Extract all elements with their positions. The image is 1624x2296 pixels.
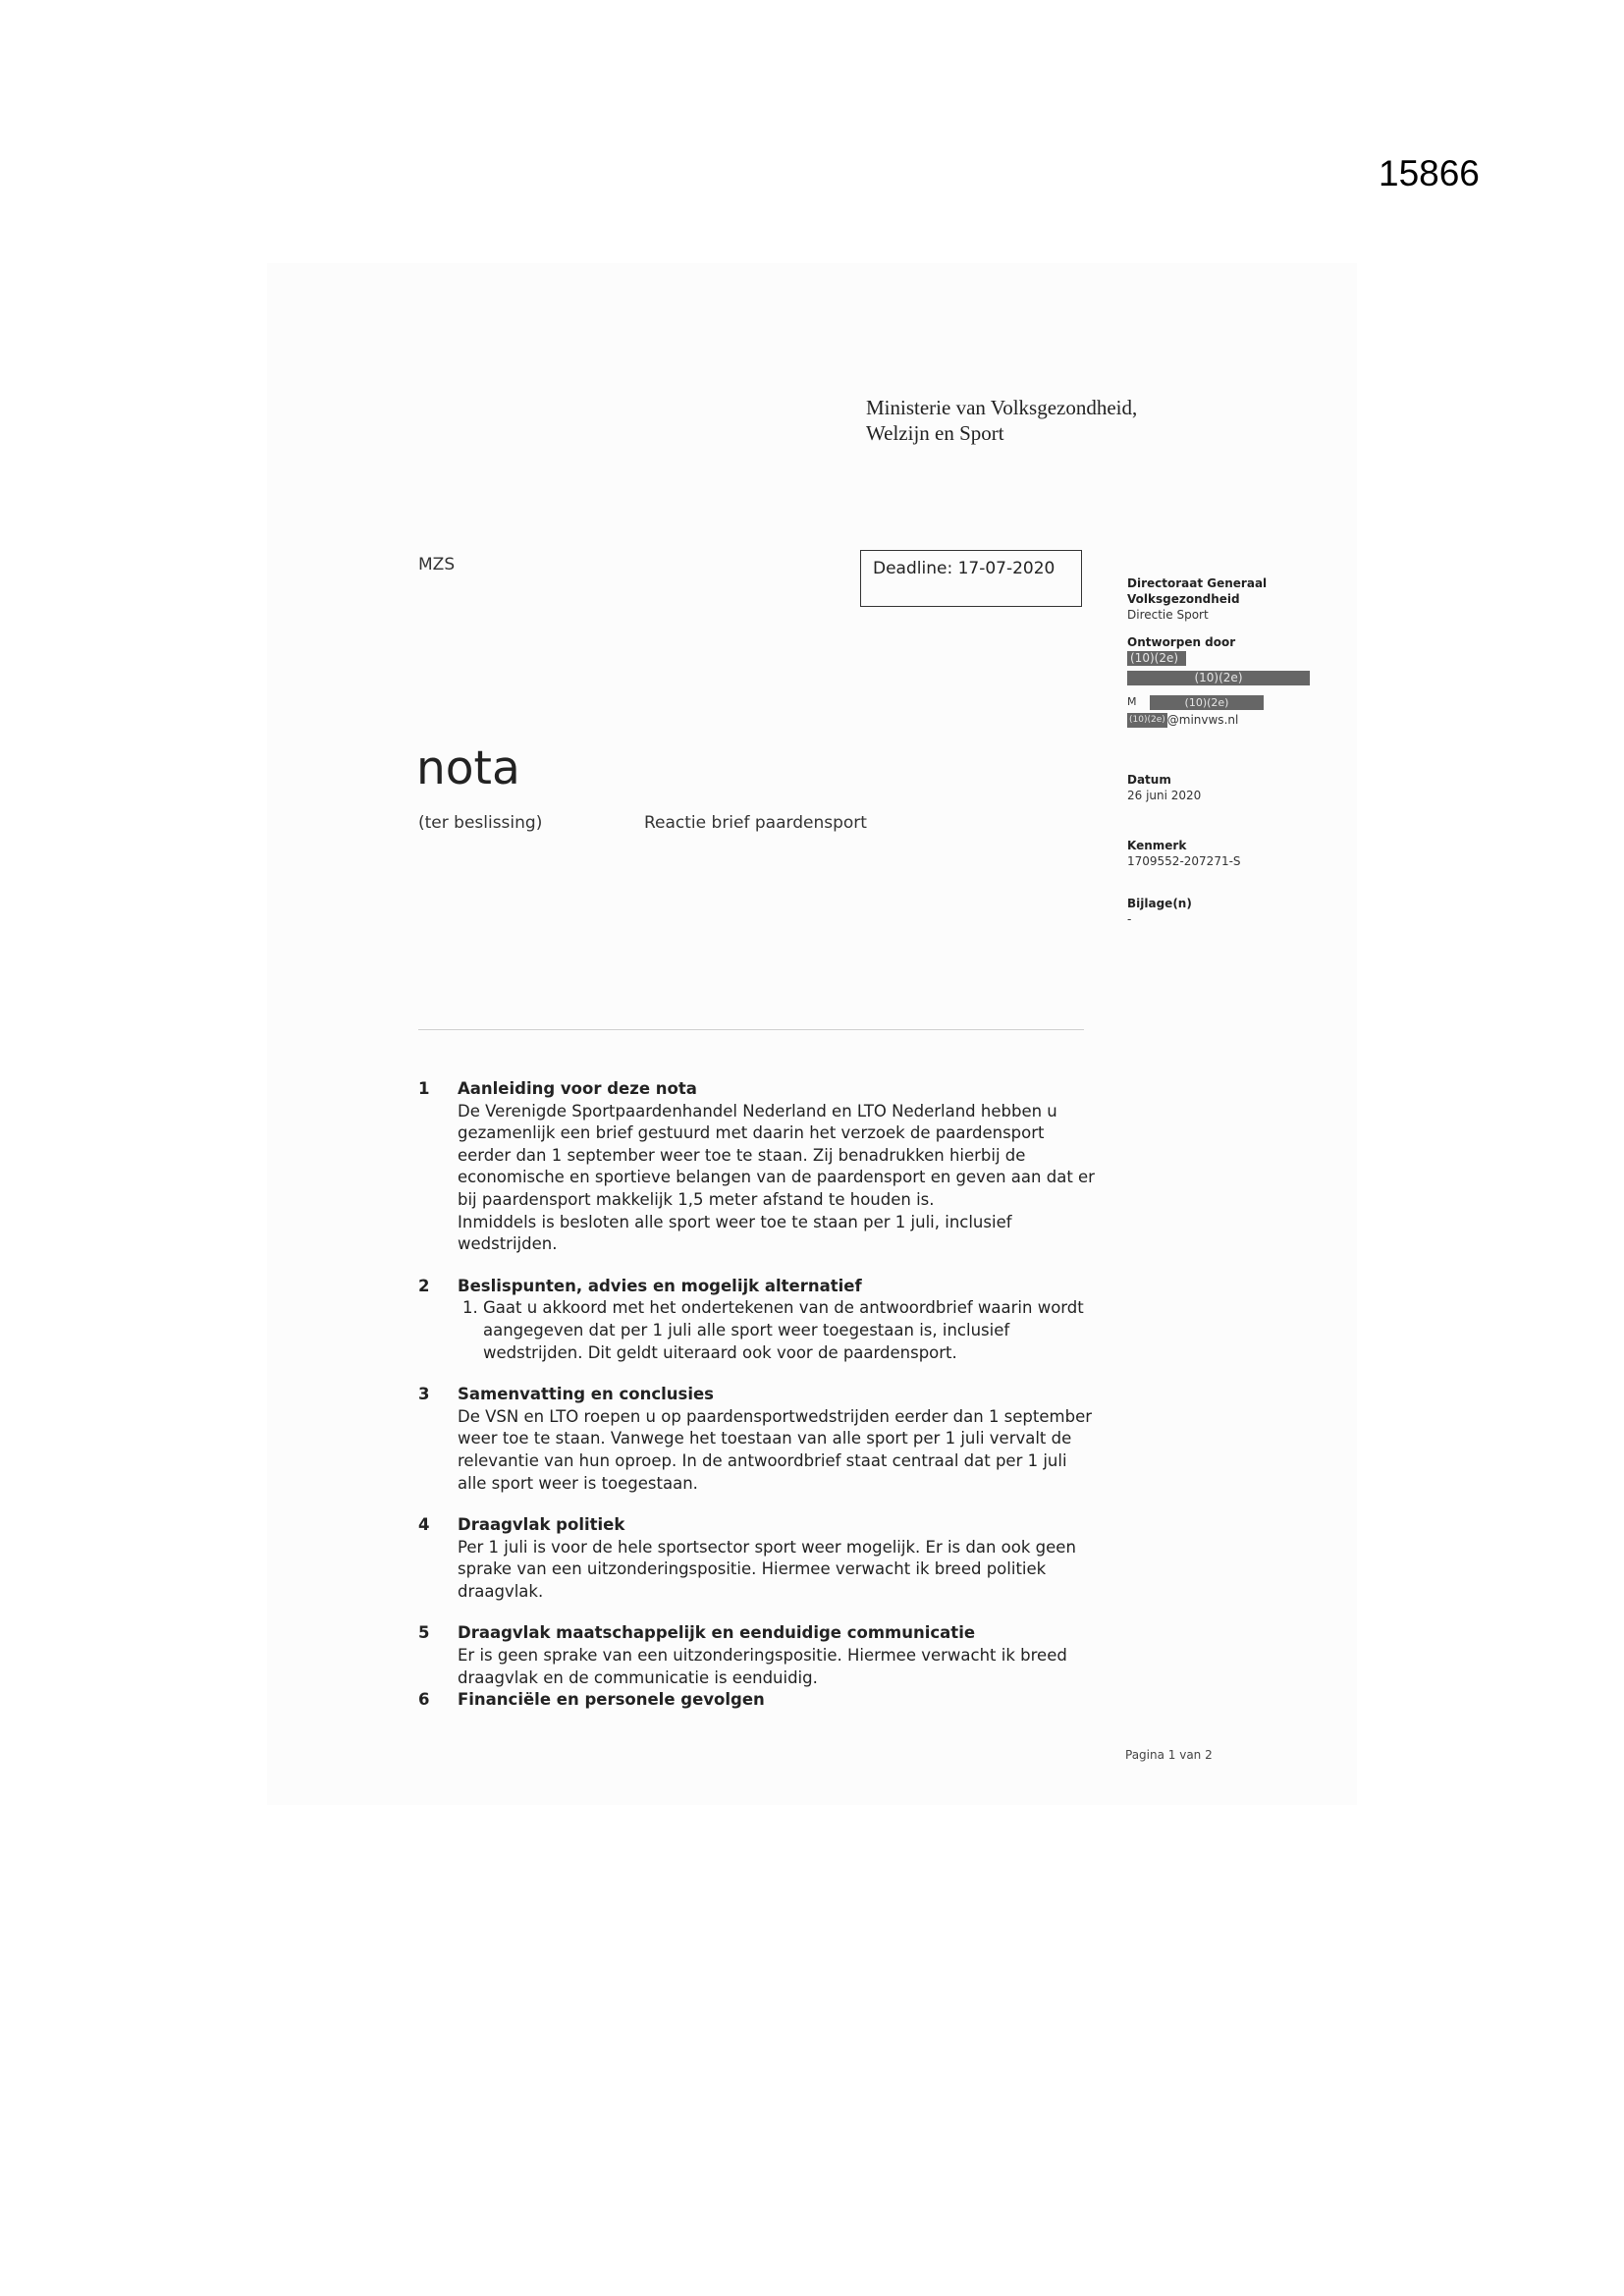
section-1 — [418, 1078, 1125, 1256]
redaction-block: (10)(2e) — [1127, 713, 1167, 728]
section-6 — [418, 1689, 1125, 1712]
section-number: 6 — [418, 1690, 430, 1710]
section-4 — [418, 1514, 1125, 1603]
redaction-block: (10)(2e) — [1127, 651, 1186, 666]
section-number: 3 — [418, 1385, 430, 1404]
sidebar-ontworpen — [1127, 634, 1235, 650]
document-subject: Reactie brief paardensport — [644, 813, 867, 833]
section-body: Er is geen sprake van een uitzonderingspositie. Hiermee verwacht ik breed draagvlak en de communicatie is eenduidig. — [458, 1646, 1067, 1687]
section-body: De VSN en LTO roepen u op paardensportwedstrijden eerder dan 1 september weer toe te staan. Vanwege het toestaan van alle sport per 1 juli vervalt de relevantie van hun oproep. In de antwoordbrief staat centraal dat per 1 juli alle sport weer is toegestaan. — [458, 1406, 1093, 1493]
datum-label: Datum — [1127, 773, 1171, 787]
section-body: Per 1 juli is voor de hele sportsector sport weer mogelijk. Er is dan ook geen sprake van een uitzonderingspositie. Hiermee verwacht ik breed politiek draagvlak. — [458, 1537, 1076, 1601]
section-heading: Beslispunten, advies en mogelijk alternatief — [458, 1276, 862, 1295]
document-type-label: (ter beslissing) — [418, 813, 543, 833]
redaction-row-4 — [1127, 712, 1238, 728]
section-heading: Draagvlak maatschappelijk en eenduidige communicatie — [458, 1623, 976, 1643]
section-heading: Draagvlak politiek — [458, 1515, 625, 1535]
directie: Directie Sport — [1127, 608, 1209, 622]
ontworpen-label: Ontworpen door — [1127, 635, 1236, 649]
bijlage-label: Bijlage(n) — [1127, 897, 1192, 910]
sections — [418, 1078, 1125, 1712]
bijlage-value: - — [1127, 912, 1132, 926]
section-heading: Aanleiding voor deze nota — [458, 1079, 697, 1098]
datum-value: 26 juni 2020 — [1127, 789, 1202, 802]
org-code: MZS — [418, 555, 456, 574]
section-body: De Verenigde Sportpaardenhandel Nederland en LTO Nederland hebben u gezamenlijk een brief gestuurd met daarin het verzoek de paardensport eerder dan 1 september weer toe te staan. Zij benadrukken hierbij de economische en sportieve belangen van de paardensport en geven aan dat er bij paardensport makkelijk 1,5 meter afstand te houden is. Inmiddels is besloten alle sport weer toe te staan per 1 juli, inclusief wedstrijden. — [458, 1101, 1095, 1254]
list-item: 1. Gaat u akkoord met het ondertekenen van de antwoordbrief waarin wordt aangegeven dat per 1 juli alle sport weer toegestaan is, inclusief wedstrijden. Dit geldt uiteraard ook voor de paardensport. — [483, 1297, 1125, 1364]
redaction-row-3 — [1127, 694, 1264, 710]
sidebar-directorate — [1127, 575, 1267, 623]
section-number: 4 — [418, 1515, 430, 1535]
redaction-row-2 — [1127, 670, 1310, 685]
document-number: 15866 — [1379, 153, 1480, 193]
section-2 — [418, 1276, 1125, 1364]
ministry-name-line2: Welzijn en Sport — [866, 421, 1004, 445]
page-footer: Pagina 1 van 2 — [1125, 1748, 1213, 1762]
directorate-line1: Directoraat Generaal — [1127, 576, 1268, 590]
deadline-box: Deadline: 17-07-2020 — [860, 550, 1082, 607]
section-3 — [418, 1384, 1125, 1495]
divider — [418, 1029, 1084, 1030]
section-number: 2 — [418, 1276, 430, 1295]
sidebar-bijlage — [1127, 896, 1192, 927]
ministry-header — [866, 395, 1137, 446]
decision-list — [458, 1297, 1125, 1364]
email-suffix: @minvws.nl — [1166, 713, 1239, 727]
redaction-row-1 — [1127, 650, 1186, 666]
section-heading: Samenvatting en conclusies — [458, 1385, 714, 1404]
sidebar-kenmerk — [1127, 838, 1241, 869]
m-prefix: M — [1127, 695, 1137, 708]
section-5 — [418, 1622, 1125, 1689]
section-number: 1 — [418, 1079, 430, 1098]
document-title: nota — [416, 741, 520, 795]
ministry-name-line1: Ministerie van Volksgezondheid, — [866, 396, 1138, 419]
directorate-line2: Volksgezondheid — [1127, 592, 1240, 606]
redaction-block: (10)(2e) — [1127, 671, 1310, 685]
section-heading: Financiële en personele gevolgen — [458, 1690, 765, 1710]
redaction-block: (10)(2e) — [1150, 695, 1264, 710]
kenmerk-label: Kenmerk — [1127, 839, 1187, 852]
sidebar-datum — [1127, 772, 1201, 803]
kenmerk-value: 1709552-207271-S — [1127, 854, 1241, 868]
section-number: 5 — [418, 1623, 430, 1643]
